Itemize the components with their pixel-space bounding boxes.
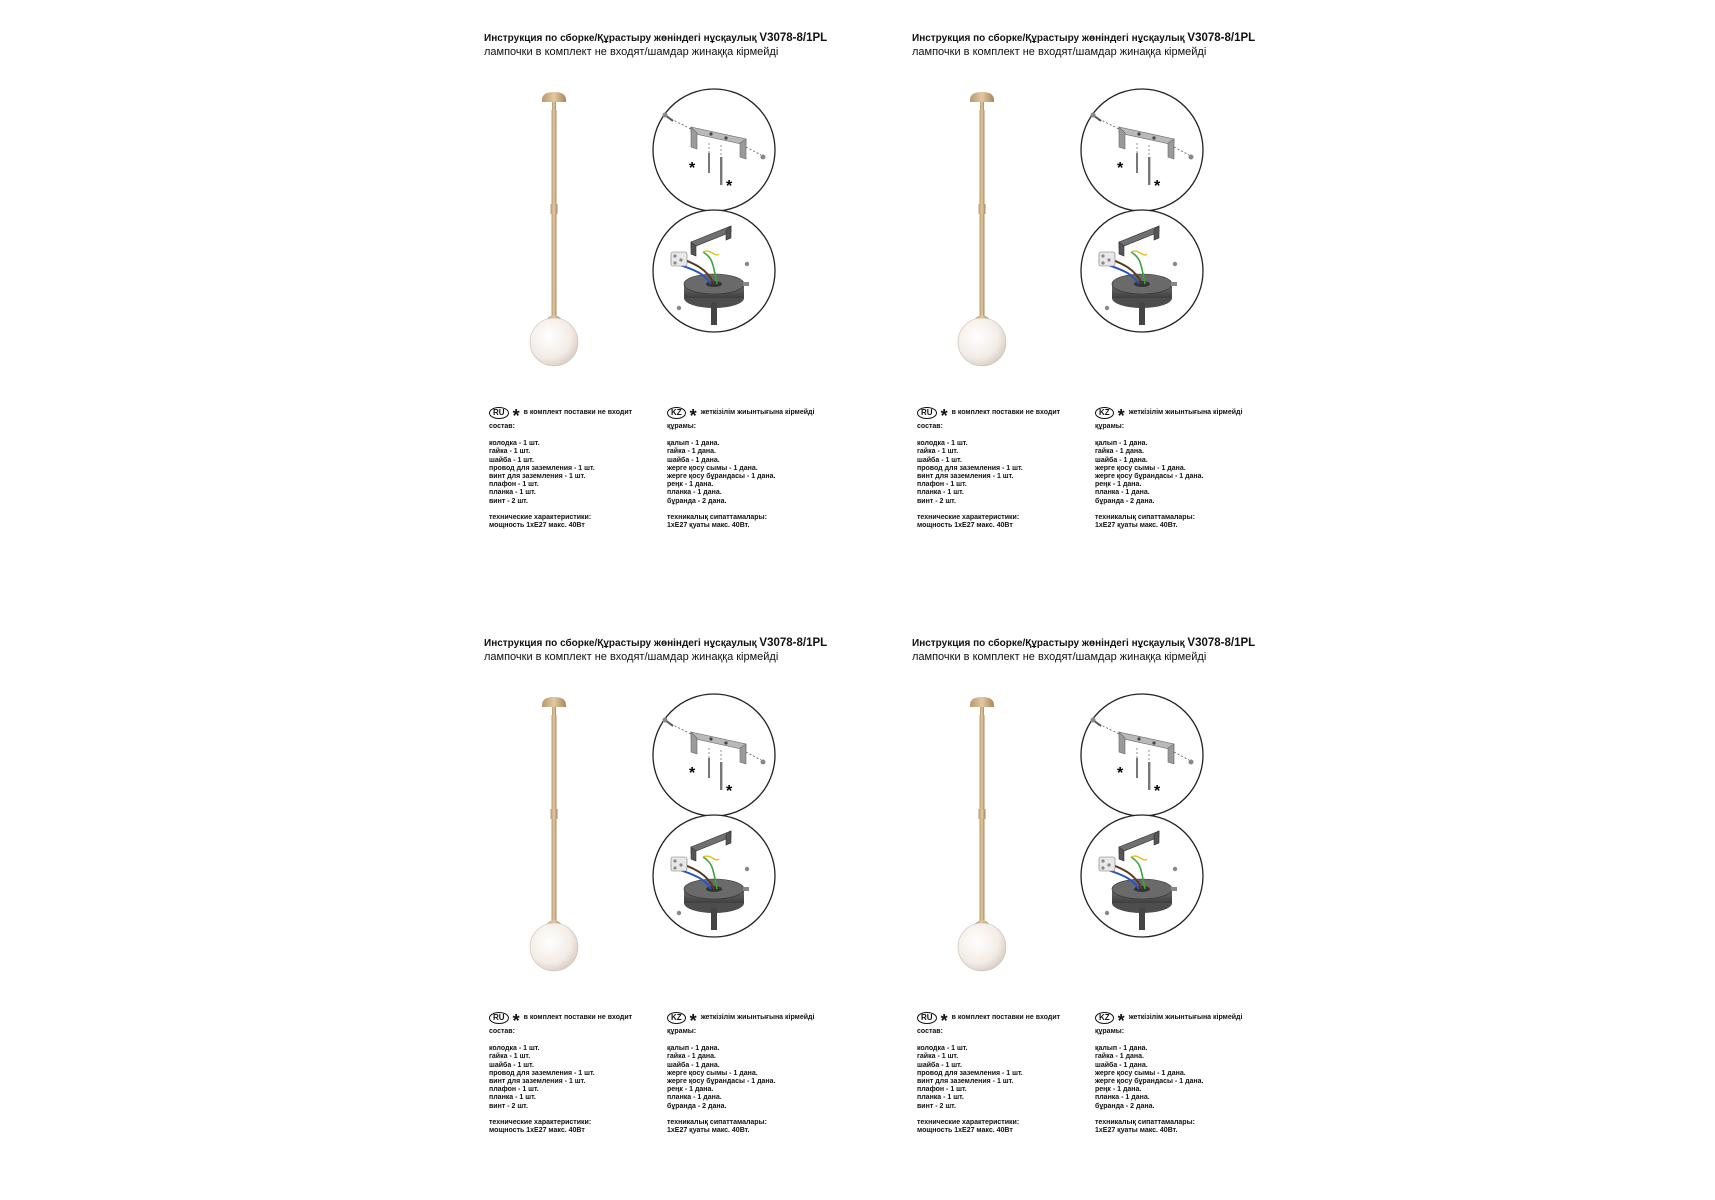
composition-label: құрамы:	[1095, 423, 1125, 430]
pendant-lamp-image	[524, 693, 584, 983]
instruction-sheet	[484, 28, 904, 548]
list-item: плафон - 1 шт.	[489, 1086, 539, 1094]
diagram-star: *	[1117, 765, 1124, 782]
ru-note: в комплект поставки не входит	[523, 408, 633, 416]
list-item: жерге қосу сымы - 1 дана.	[1095, 1069, 1186, 1077]
instruction-sheet	[484, 633, 904, 1153]
composition-list	[489, 440, 632, 506]
kz-note: жеткізілім жиынтығына кірмейді	[700, 1013, 815, 1021]
list-item: жерге қосу сымы - 1 дана.	[667, 464, 758, 472]
instruction-sheet	[912, 28, 1332, 548]
list-item: планка - 1 дана.	[667, 1094, 722, 1102]
list-item: реңк - 1 дана.	[667, 1086, 714, 1094]
list-item: провод для заземления - 1 шт.	[917, 464, 1023, 472]
tech-label: техникалық сипаттамалары:	[667, 513, 767, 521]
list-item: шайба - 1 шт.	[917, 1061, 962, 1069]
diagram-star: *	[726, 783, 733, 800]
list-item: планка - 1 шт.	[917, 489, 964, 497]
list-item: шайба - 1 шт.	[489, 1061, 534, 1069]
asterisk-icon: *	[1117, 1011, 1125, 1031]
tech-label: технические характеристики:	[489, 513, 592, 521]
list-item: бұранда - 2 дана.	[667, 497, 727, 505]
list-item: планка - 1 дана.	[667, 489, 722, 497]
sheet-subtitle: лампочки в комплект не входят/шамдар жинаққа кірмейді	[484, 651, 779, 663]
list-item: гайка - 1 шт.	[489, 1053, 531, 1061]
list-item: жерге қосу сымы - 1 дана.	[1095, 464, 1186, 472]
list-item: қалып - 1 дана.	[667, 1045, 720, 1053]
list-item: гайка - 1 дана.	[667, 448, 716, 456]
diagram-star: *	[726, 178, 733, 195]
sheet-title: Инструкция по сборке/Құрастыру жөніндегі нұсқаулық V3078-8/1PL	[484, 637, 828, 649]
list-item: реңк - 1 дана.	[1095, 481, 1142, 489]
kz-column	[667, 406, 814, 530]
asterisk-icon: *	[940, 406, 948, 426]
kz-badge: KZ	[667, 1012, 686, 1024]
pendant-lamp-image	[952, 88, 1012, 378]
list-item: бұранда - 2 дана.	[667, 1102, 727, 1110]
pendant-lamp-image	[952, 693, 1012, 983]
ru-column	[489, 1011, 632, 1135]
asterisk-icon: *	[689, 1011, 697, 1031]
kz-column	[1095, 1011, 1242, 1135]
list-item: реңк - 1 дана.	[667, 481, 714, 489]
diagram-star: *	[1154, 783, 1161, 800]
asterisk-icon: *	[512, 406, 520, 426]
composition-label: құрамы:	[1095, 1028, 1125, 1035]
tech-label: техникалық сипаттамалары:	[1095, 1118, 1195, 1126]
list-item: қалып - 1 дана.	[1095, 440, 1148, 448]
mounting-bracket-diagram	[651, 692, 777, 818]
list-item: плафон - 1 шт.	[917, 481, 967, 489]
list-item: бұранда - 2 дана.	[1095, 1102, 1155, 1110]
composition-label: құрамы:	[667, 423, 697, 430]
list-item: жерге қосу сымы - 1 дана.	[667, 1069, 758, 1077]
list-item: гайка - 1 дана.	[1095, 1053, 1144, 1061]
list-item: жерге қосу бұрандасы - 1 дана.	[667, 473, 776, 481]
list-item: провод для заземления - 1 шт.	[489, 464, 595, 472]
diagram-star: *	[1154, 178, 1161, 195]
ru-badge: RU	[917, 1012, 937, 1024]
ru-note: в комплект поставки не входит	[951, 408, 1061, 416]
list-item: колодка - 1 шт.	[489, 440, 540, 448]
composition-list	[667, 440, 814, 506]
tech-value: 1хЕ27 қуаты макс. 40Вт.	[667, 1127, 750, 1135]
wiring-canopy-diagram	[651, 813, 777, 939]
asterisk-icon: *	[689, 406, 697, 426]
asterisk-icon: *	[940, 1011, 948, 1031]
list-item: колодка - 1 шт.	[917, 1045, 968, 1053]
diagram-star: *	[689, 160, 696, 177]
composition-label: состав:	[917, 1028, 943, 1035]
tech-value: 1хЕ27 қуаты макс. 40Вт.	[667, 522, 750, 530]
list-item: гайка - 1 шт.	[489, 448, 531, 456]
list-item: гайка - 1 дана.	[667, 1053, 716, 1061]
diagram-star: *	[1117, 160, 1124, 177]
ru-badge: RU	[489, 1012, 509, 1024]
kz-column	[667, 1011, 814, 1135]
list-item: винт для заземления - 1 шт.	[917, 473, 1014, 481]
wiring-canopy-diagram	[1079, 208, 1205, 334]
kz-note: жеткізілім жиынтығына кірмейді	[700, 408, 815, 416]
tech-value: 1хЕ27 қуаты макс. 40Вт.	[1095, 522, 1178, 530]
composition-list	[917, 1045, 1060, 1111]
list-item: шайба - 1 дана.	[667, 456, 720, 464]
list-item: жерге қосу бұрандасы - 1 дана.	[1095, 473, 1204, 481]
list-item: шайба - 1 дана.	[667, 1061, 720, 1069]
list-item: планка - 1 шт.	[489, 1094, 536, 1102]
list-item: планка - 1 шт.	[917, 1094, 964, 1102]
composition-label: состав:	[489, 423, 515, 430]
sheet-subtitle: лампочки в комплект не входят/шамдар жинаққа кірмейді	[912, 46, 1207, 58]
mounting-bracket-diagram	[651, 87, 777, 213]
list-item: қалып - 1 дана.	[667, 440, 720, 448]
list-item: шайба - 1 дана.	[1095, 456, 1148, 464]
kz-badge: KZ	[1095, 407, 1114, 419]
wiring-canopy-diagram	[1079, 813, 1205, 939]
tech-value: мощность 1хЕ27 макс. 40Вт	[917, 1127, 1013, 1135]
list-item: гайка - 1 шт.	[917, 1053, 959, 1061]
pendant-lamp-image	[524, 88, 584, 378]
ru-badge: RU	[489, 407, 509, 419]
kz-note: жеткізілім жиынтығына кірмейді	[1128, 408, 1243, 416]
list-item: шайба - 1 шт.	[489, 456, 534, 464]
ru-badge: RU	[917, 407, 937, 419]
ru-note: в комплект поставки не входит	[523, 1013, 633, 1021]
composition-label: состав:	[489, 1028, 515, 1035]
asterisk-icon: *	[512, 1011, 520, 1031]
list-item: гайка - 1 шт.	[917, 448, 959, 456]
tech-value: мощность 1хЕ27 макс. 40Вт	[489, 1127, 585, 1135]
sheet-title: Инструкция по сборке/Құрастыру жөніндегі нұсқаулық V3078-8/1PL	[912, 32, 1256, 44]
list-item: провод для заземления - 1 шт.	[917, 1069, 1023, 1077]
list-item: винт - 2 шт.	[489, 497, 528, 505]
list-item: жерге қосу бұрандасы - 1 дана.	[1095, 1078, 1204, 1086]
list-item: реңк - 1 дана.	[1095, 1086, 1142, 1094]
list-item: қалып - 1 дана.	[1095, 1045, 1148, 1053]
list-item: шайба - 1 дана.	[1095, 1061, 1148, 1069]
list-item: колодка - 1 шт.	[917, 440, 968, 448]
list-item: шайба - 1 шт.	[917, 456, 962, 464]
list-item: плафон - 1 шт.	[917, 1086, 967, 1094]
list-item: плафон - 1 шт.	[489, 481, 539, 489]
list-item: винт для заземления - 1 шт.	[489, 473, 586, 481]
ru-column	[489, 406, 632, 530]
kz-badge: KZ	[1095, 1012, 1114, 1024]
sheet-title: Инструкция по сборке/Құрастыру жөніндегі нұсқаулық V3078-8/1PL	[484, 32, 828, 44]
tech-label: технические характеристики:	[917, 1118, 1020, 1126]
list-item: планка - 1 дана.	[1095, 1094, 1150, 1102]
mounting-bracket-diagram	[1079, 692, 1205, 818]
ru-note: в комплект поставки не входит	[951, 1013, 1061, 1021]
list-item: провод для заземления - 1 шт.	[489, 1069, 595, 1077]
list-item: жерге қосу бұрандасы - 1 дана.	[667, 1078, 776, 1086]
tech-label: техникалық сипаттамалары:	[667, 1118, 767, 1126]
list-item: колодка - 1 шт.	[489, 1045, 540, 1053]
tech-value: мощность 1хЕ27 макс. 40Вт	[489, 522, 585, 530]
sheet-title: Инструкция по сборке/Құрастыру жөніндегі нұсқаулық V3078-8/1PL	[912, 637, 1256, 649]
list-item: винт для заземления - 1 шт.	[917, 1078, 1014, 1086]
composition-label: состав:	[917, 423, 943, 430]
kz-note: жеткізілім жиынтығына кірмейді	[1128, 1013, 1243, 1021]
kz-column	[1095, 406, 1242, 530]
composition-list	[489, 1045, 632, 1111]
tech-value: 1хЕ27 қуаты макс. 40Вт.	[1095, 1127, 1178, 1135]
sheet-subtitle: лампочки в комплект не входят/шамдар жинаққа кірмейді	[484, 46, 779, 58]
wiring-canopy-diagram	[651, 208, 777, 334]
list-item: винт для заземления - 1 шт.	[489, 1078, 586, 1086]
list-item: винт - 2 шт.	[917, 497, 956, 505]
composition-list	[1095, 440, 1242, 506]
composition-list	[667, 1045, 814, 1111]
composition-list	[1095, 1045, 1242, 1111]
tech-label: технические характеристики:	[489, 1118, 592, 1126]
tech-value: мощность 1хЕ27 макс. 40Вт	[917, 522, 1013, 530]
tech-label: технические характеристики:	[917, 513, 1020, 521]
list-item: планка - 1 дана.	[1095, 489, 1150, 497]
asterisk-icon: *	[1117, 406, 1125, 426]
list-item: планка - 1 шт.	[489, 489, 536, 497]
list-item: винт - 2 шт.	[917, 1102, 956, 1110]
list-item: винт - 2 шт.	[489, 1102, 528, 1110]
list-item: гайка - 1 дана.	[1095, 448, 1144, 456]
kz-badge: KZ	[667, 407, 686, 419]
composition-label: құрамы:	[667, 1028, 697, 1035]
mounting-bracket-diagram	[1079, 87, 1205, 213]
diagram-star: *	[689, 765, 696, 782]
tech-label: техникалық сипаттамалары:	[1095, 513, 1195, 521]
ru-column	[917, 1011, 1060, 1135]
instruction-sheet	[912, 633, 1332, 1153]
ru-column	[917, 406, 1060, 530]
composition-list	[917, 440, 1060, 506]
sheet-subtitle: лампочки в комплект не входят/шамдар жинаққа кірмейді	[912, 651, 1207, 663]
list-item: бұранда - 2 дана.	[1095, 497, 1155, 505]
